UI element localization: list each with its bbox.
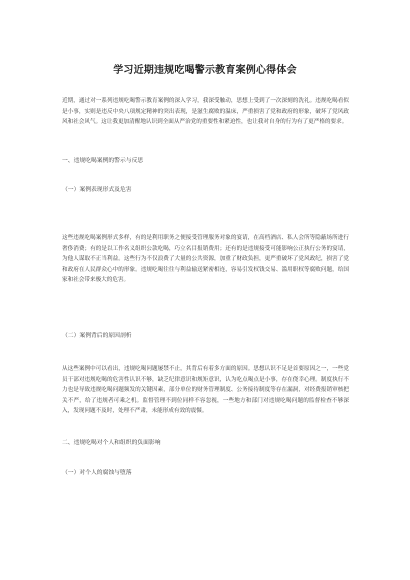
- section-heading-2: 二、违规吃喝对个人和组织的负面影响: [62, 440, 161, 446]
- subsection-heading-2-1: （一）对个人的腐蚀与堕落: [62, 470, 132, 476]
- subsection-heading-1-1: （一）案例表现形式及危害: [62, 187, 132, 193]
- paragraph-1-1: 这些违规吃喝案例形式多样，有的是利用职务之便接受管理服务对象的宴请，在高档酒店、私人会所等隐蔽场所进行奢侈消费；有的是以工作名义组织公款吃喝，巧立名目报销费用；还有的是违规接受可能影响公正执行公务的宴请，为他人谋取不正当利益。这些行为不仅浪费了大量的公共资源，加重了财政负担，更严重破坏了党风政纪，损害了党和政府在人民群众心中的形象。违规吃喝往往与利益输送紧密相连，容易引发权钱交易、滥用职权等腐败问题，给国家和社会带来极大的危害。: [62, 235, 349, 283]
- intro-paragraph: 近期，通过对一系列违规吃喝警示教育案例的深入学习，我深受触动，思想上受到了一次深刻的洗礼。违规吃喝看似是小事，实则是违反中央八项规定精神的突出表现，是滋生腐败的温床，严重损害了党和政府的形象，破坏了党风政风和社会风气。这让我更加清醒地认识到全面从严治党的重要性和紧迫性，也让我对自身的行为有了更严格的要求。: [62, 98, 349, 125]
- subsection-heading-1-2: （二）案例背后的原因剖析: [62, 333, 132, 339]
- section-heading-1: 一、违规吃喝案例的警示与反思: [62, 158, 144, 164]
- paragraph-1-2: 从这些案例中可以看出，违规吃喝问题屡禁不止，其背后有着多方面的原因。思想认识不足是首要原因之一，一些党员干部对违规吃喝的危害性认识不够，缺乏纪律意识和规矩意识，认为吃点喝点是小事，存在侥幸心理。制度执行不力也是导致违规吃喝问题频发的关键因素，部分单位的财务管理制度、公务接待制度等存在漏洞，对经费报销审核把关不严，给了违规者可乘之机。监督管理不到位同样不容忽视，一些地方和部门对违规吃喝问题的监督检查不够深入，发现问题不及时，处理不严肃，未能形成有效的震慑。: [62, 366, 349, 414]
- document-title: 学习近期违规吃喝警示教育案例心得体会: [113, 65, 297, 76]
